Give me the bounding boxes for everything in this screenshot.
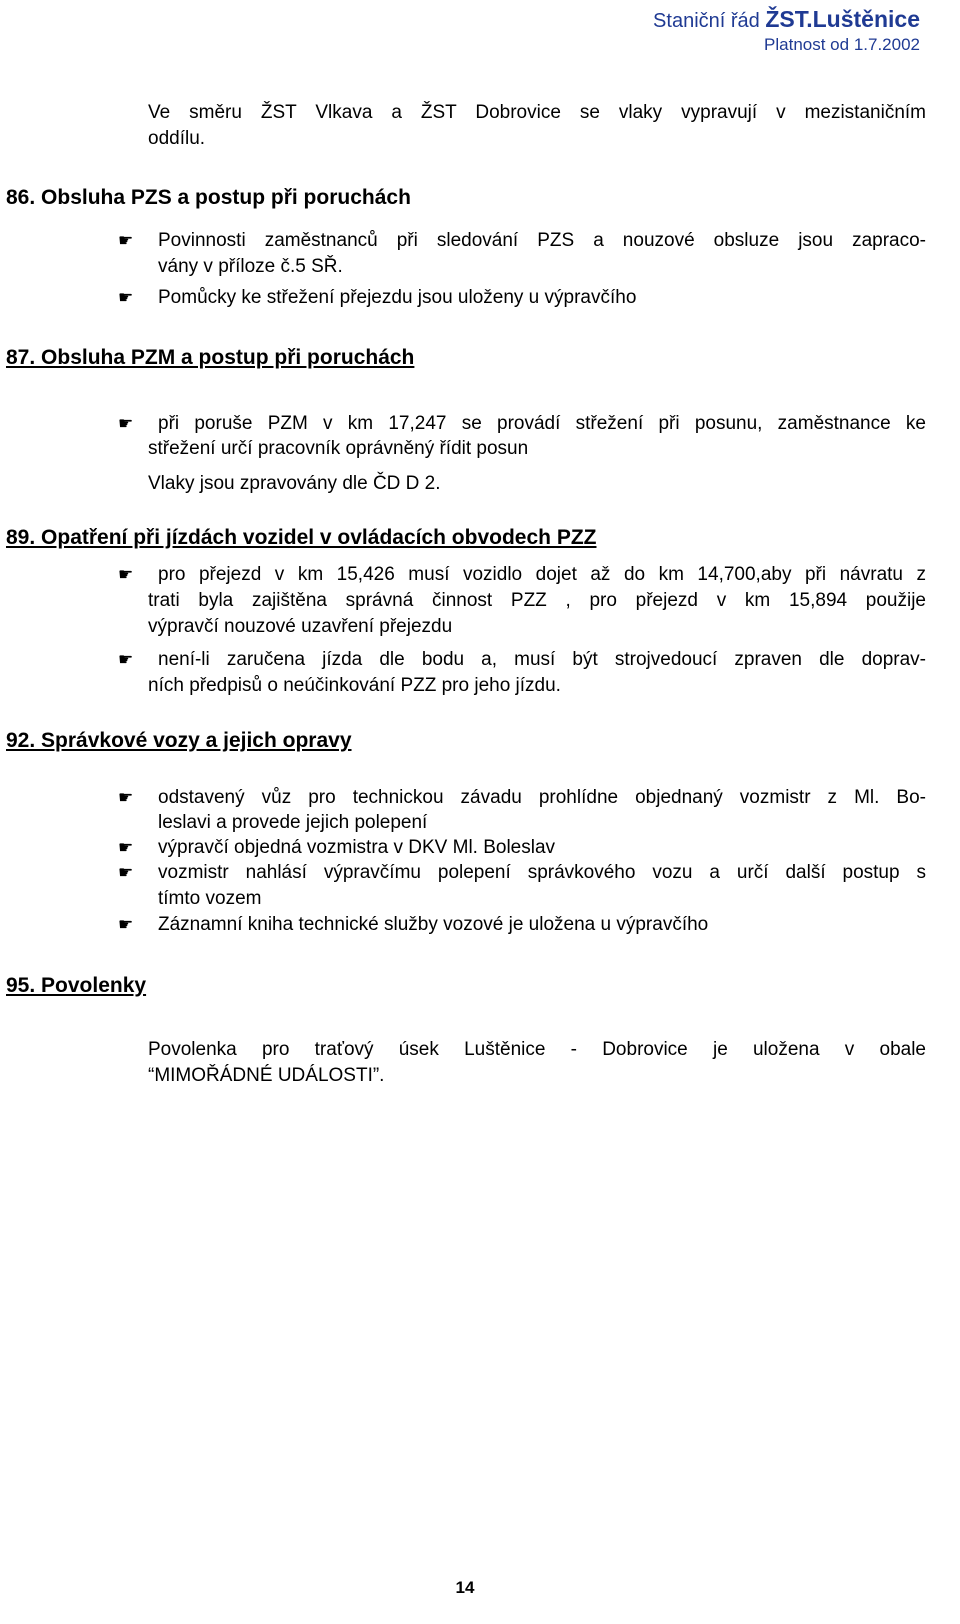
section-87-heading: 87. Obsluha PZM a postup při poruchách bbox=[6, 346, 415, 369]
sec87-item-1-line-1: při poruše PZM v km 17,247 se provádí střežení při posunu, zaměstnance ke bbox=[158, 413, 926, 434]
sec95-line-2: “MIMOŘÁDNÉ UDÁLOSTI”. bbox=[148, 1065, 385, 1086]
intro-line-1: Ve směru ŽST Vlkava a ŽST Dobrovice se vlaky vypravují v mezistaničním bbox=[148, 102, 926, 123]
sec89-item-2-line-1: není-li zaručena jízda dle bodu a, musí být strojvedoucí zpraven dle doprav- bbox=[158, 649, 926, 670]
pointing-hand-icon: ☛ bbox=[118, 288, 134, 307]
section-89-heading: 89. Opatření při jízdách vozidel v ovládacích obvodech PZZ bbox=[6, 526, 597, 549]
sec89-item-1-line-1: pro přejezd v km 15,426 musí vozidlo dojet až do km 14,700,aby při návratu z bbox=[158, 564, 926, 585]
pointing-hand-icon: ☛ bbox=[118, 414, 134, 433]
section-95-heading: 95. Povolenky bbox=[6, 974, 147, 997]
header-prefix: Staniční řád bbox=[653, 10, 760, 32]
intro-line-2: oddílu. bbox=[148, 128, 206, 149]
sec92-item-3-line-2: tímto vozem bbox=[158, 888, 262, 909]
section-86-heading: 86. Obsluha PZS a postup při poruchách bbox=[6, 186, 411, 209]
document-header bbox=[653, 4, 920, 36]
sec89-item-2-line-2: ních předpisů o neúčinkování PZZ pro jeho jízdu. bbox=[148, 675, 561, 696]
pointing-hand-icon: ☛ bbox=[118, 788, 134, 807]
sec87-note: Vlaky jsou zpravovány dle ČD D 2. bbox=[148, 473, 441, 494]
sec89-item-1-line-2: trati byla zajištěna správná činnost PZZ , pro přejezd v km 15,894 použije bbox=[148, 590, 926, 611]
pointing-hand-icon: ☛ bbox=[118, 915, 134, 934]
pointing-hand-icon: ☛ bbox=[118, 650, 134, 669]
sec87-item-1-line-2: střežení určí pracovník oprávněný řídit posun bbox=[148, 438, 529, 459]
sec86-item-2-line-1: Pomůcky ke střežení přejezdu jsou uloženy u výpravčího bbox=[158, 287, 637, 308]
sec92-item-1-line-2: leslavi a provede jejich polepení bbox=[158, 812, 428, 833]
sec92-item-3-line-1: vozmistr nahlásí výpravčímu polepení správkového vozu a určí další postup s bbox=[158, 862, 926, 883]
sec89-item-1-line-3: výpravčí nouzové uzavření přejezdu bbox=[148, 616, 453, 637]
pointing-hand-icon: ☛ bbox=[118, 838, 134, 857]
sec92-item-2-line-1: výpravčí objedná vozmistra v DKV Ml. Boleslav bbox=[158, 837, 556, 858]
pointing-hand-icon: ☛ bbox=[118, 231, 134, 250]
sec86-item-1-line-2: vány v příloze č.5 SŘ. bbox=[158, 256, 343, 277]
sec92-item-4-line-1: Záznamní kniha technické služby vozové je uložena u výpravčího bbox=[158, 914, 709, 935]
header-validity: Platnost od 1.7.2002 bbox=[764, 35, 920, 54]
page-number: 14 bbox=[455, 1578, 475, 1597]
section-92-heading: 92. Správkové vozy a jejich opravy bbox=[6, 729, 352, 752]
sec95-line-1: Povolenka pro traťový úsek Luštěnice - Dobrovice je uložena v obale bbox=[148, 1039, 926, 1060]
sec92-item-1-line-1: odstavený vůz pro technickou závadu prohlídne objednaný vozmistr z Ml. Bo- bbox=[158, 787, 926, 808]
pointing-hand-icon: ☛ bbox=[118, 565, 134, 584]
sec86-item-1-line-1: Povinnosti zaměstnanců při sledování PZS a nouzové obsluze jsou zapraco- bbox=[158, 230, 926, 251]
pointing-hand-icon: ☛ bbox=[118, 863, 134, 882]
header-station: ŽST.Luštěnice bbox=[765, 6, 920, 32]
